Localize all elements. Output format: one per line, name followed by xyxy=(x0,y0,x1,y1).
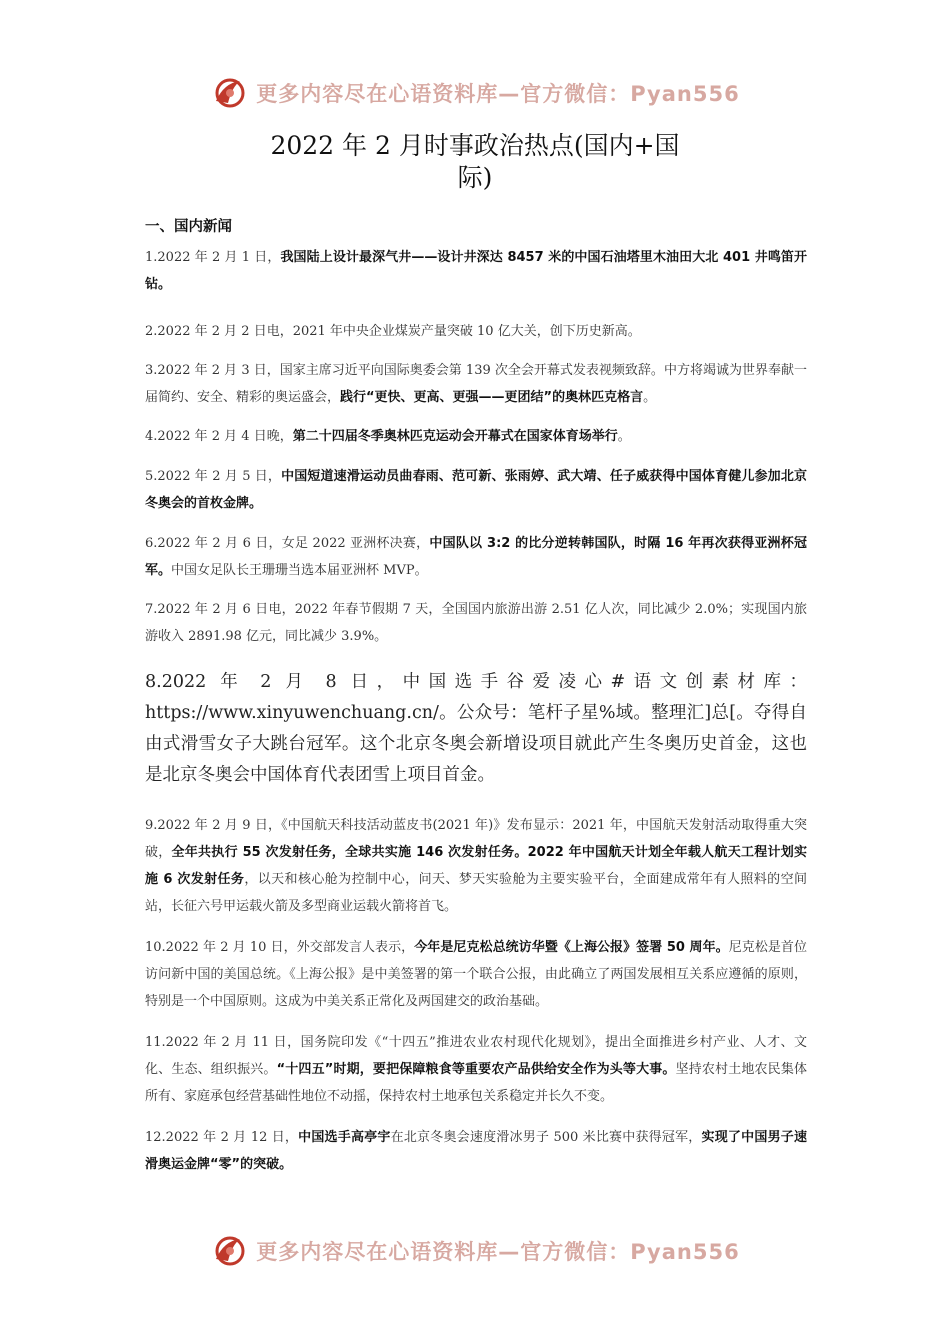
news-item-10 xyxy=(145,934,807,1015)
footer-banner-text: 更多内容尽在心语资料库—官方微信：Pyan556 xyxy=(256,1240,740,1264)
news-item-12 xyxy=(145,1124,807,1178)
news-item-3-highlight: 践行“更快、更高、更强——更团结”的奥林匹克格言 xyxy=(340,390,644,405)
news-item-2-text: 2.2022 年 2 月 2 日电，2021 年中央企业煤炭产量突破 10 亿大关，创下历史新高。 xyxy=(145,324,641,339)
news-item-8-text: 8.2022 年 2 月 8 日，中国选手谷爱凌心#语文创素材库：https://www.xinyuwenchuang.cn/。公众号：笔杆子星%域。整理汇]总[。夺得自由式滑雪女子大跳台冠军。这个北京冬奥会新增设项目就此产生冬奥历史首金，这也是北京冬奥会中国体育代表团雪上项目首金。 xyxy=(145,672,807,785)
footer-banner xyxy=(0,1226,950,1276)
document-title xyxy=(250,130,700,194)
news-item-8 xyxy=(145,667,807,791)
header-banner-text: 更多内容尽在心语资料库—官方微信：Pyan556 xyxy=(256,82,740,106)
document-title-line-1: 2022 年 2 月时事政治热点(国内+国 xyxy=(270,131,680,160)
news-item-9-text: 9.2022 年 2 月 9 日，《中国航天科技活动蓝皮书(2021 年)》发布显示：2021 年，中国航天发射活动取得重大突破， xyxy=(145,818,807,860)
news-item-5-text: 5.2022 年 2 月 5 日， xyxy=(145,469,282,484)
news-item-1-highlight: 我国陆上设计最深气井——设计井深达 8457 米的中国石油塔里木油田大北 401 井鸣笛开钻。 xyxy=(145,250,807,292)
news-item-11-tail: 坚持农村土地农民集体所有、家庭承包经营基础性地位不动摇，保持农村土地承包关系稳定并长久不变。 xyxy=(145,1062,807,1104)
news-item-1-text: 1.2022 年 2 月 1 日， xyxy=(145,250,281,265)
news-item-9 xyxy=(145,812,807,920)
news-item-7 xyxy=(145,596,807,650)
news-item-4-tail: 。 xyxy=(617,429,631,444)
section-heading: 一、国内新闻 xyxy=(145,219,232,235)
brand-logo-icon xyxy=(210,1231,250,1271)
news-item-4-highlight: 第二十四届冬季奥林匹克运动会开幕式在国家体育场举行 xyxy=(292,429,618,444)
news-item-2 xyxy=(145,318,807,345)
news-item-9-tail: ，以天和核心舱为控制中心，问天、梦天实验舱为主要实验平台，全面建成常年有人照料的空间站，长征六号甲运载火箭及多型商业运载火箭将首飞。 xyxy=(145,872,807,914)
news-item-9-highlight: 全年共执行 55 次发射任务，全球共实施 146 次发射任务。2022 年中国航天计划全年载人航天工程计划实施 6 次发射任务 xyxy=(145,845,807,887)
news-item-7-text: 7.2022 年 2 月 6 日电，2022 年春节假期 7 天，全国国内旅游出游 2.51 亿人次，同比减少 2.0%；实现国内旅游收入 2891.98 亿元，同比减少 3.9%。 xyxy=(145,602,807,644)
news-item-11-highlight: “十四五”时期，要把保障粮食等重要农产品供给安全作为头等大事。 xyxy=(276,1062,676,1077)
news-item-1 xyxy=(145,244,807,298)
news-item-10-tail: 尼克松是首位访问新中国的美国总统。《上海公报》是中美签署的第一个联合公报，由此确立了两国发展相互关系应遵循的原则，特别是一个中国原则。这成为中美关系正常化及两国建交的政治基础。 xyxy=(145,940,807,1009)
news-item-3-tail: 。 xyxy=(643,390,657,405)
news-item-6-highlight: 中国队以 3:2 的比分逆转韩国队，时隔 16 年再次获得亚洲杯冠军。 xyxy=(145,536,808,578)
news-item-10-highlight: 今年是尼克松总统访华暨《上海公报》签署 50 周年。 xyxy=(414,940,729,955)
news-item-6-tail: 中国女足队长王珊珊当选本届亚洲杯 MVP。 xyxy=(171,563,428,578)
news-item-4 xyxy=(145,423,807,450)
news-item-3-text: 3.2022 年 2 月 3 日，国家主席习近平向国际奥委会第 139 次全会开幕式发表视频致辞。中方将竭诚为世界奉献一届简约、安全、精彩的奥运盛会， xyxy=(145,363,807,405)
news-item-4-text: 4.2022 年 2 月 4 日晚， xyxy=(145,429,293,444)
news-item-6 xyxy=(145,530,807,584)
news-item-12-middle: 在北京冬奥会速度滑冰男子 500 米比赛中获得冠军， xyxy=(390,1130,702,1145)
news-item-3 xyxy=(145,357,807,411)
news-item-11-text: 11.2022 年 2 月 11 日，国务院印发《“十四五”推进农业农村现代化规划》，提出全面推进乡村产业、人才、文化、生态、组织振兴。 xyxy=(145,1035,807,1077)
header-banner xyxy=(0,68,950,118)
brand-logo-icon xyxy=(210,73,250,113)
document-title-line-2: 际) xyxy=(457,163,493,192)
news-item-6-text: 6.2022 年 2 月 6 日，女足 2022 亚洲杯决赛， xyxy=(145,536,430,551)
news-item-10-text: 10.2022 年 2 月 10 日，外交部发言人表示， xyxy=(145,940,415,955)
news-item-12-highlight-2: 实现了中国男子速滑奥运金牌“零”的突破。 xyxy=(145,1130,807,1172)
news-item-5 xyxy=(145,463,807,517)
news-item-11 xyxy=(145,1029,807,1110)
news-item-12-text: 12.2022 年 2 月 12 日， xyxy=(145,1130,299,1145)
news-item-5-highlight: 中国短道速滑运动员曲春雨、范可新、张雨婷、武大靖、任子威获得中国体育健儿参加北京冬奥会的首枚金牌。 xyxy=(145,469,807,511)
news-item-12-highlight: 中国选手高亭宇 xyxy=(298,1130,391,1145)
